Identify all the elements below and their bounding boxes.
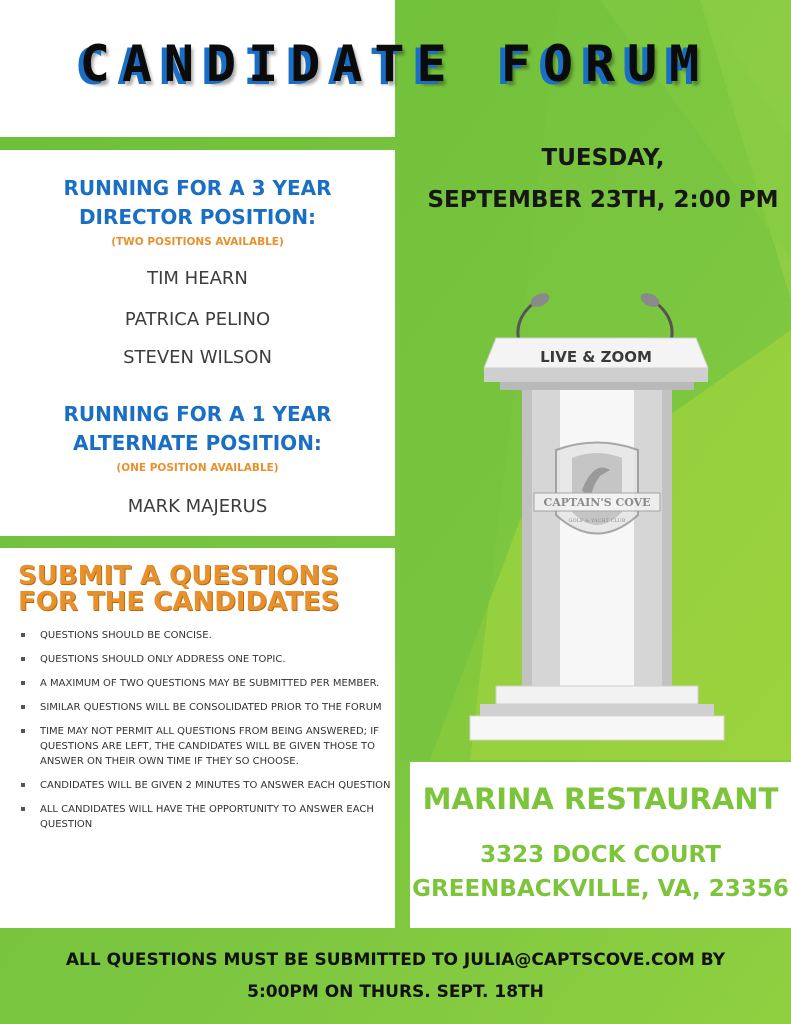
list-item — [20, 724, 392, 769]
rule-text: ALL CANDIDATES WILL HAVE THE OPPORTUNITY TO ANSWER EACH QUESTION — [40, 804, 374, 830]
bullet-icon — [21, 681, 25, 685]
list-item — [20, 700, 392, 715]
logo-tagline: GOLF & YACHT CLUB — [568, 518, 626, 524]
candidate-name: STEVEN WILSON — [123, 347, 272, 368]
venue-street: 3323 DOCK COURT — [480, 842, 721, 868]
footer-line2: 5:00PM ON THURS. SEPT. 18TH — [247, 982, 544, 1002]
rule-text: TIME MAY NOT PERMIT ALL QUESTIONS FROM BEING ANSWERED; IF QUESTIONS ARE LEFT, THE CANDIDATES WILL BE GIVEN THOSE TO ANSWER ON THEIR OWN TIME IF THEY SO CHOOSE. — [40, 726, 379, 767]
list-item — [20, 778, 392, 793]
venue-city: GREENBACKVILLE, VA, 23356 — [412, 876, 789, 902]
rule-text: CANDIDATES WILL BE GIVEN 2 MINUTES TO ANSWER EACH QUESTION — [40, 780, 391, 791]
event-date-time: SEPTEMBER 23TH, 2:00 PM — [427, 187, 779, 213]
bullet-icon — [21, 705, 25, 709]
question-rules-list — [20, 628, 392, 841]
director-heading-line2: DIRECTOR POSITION: — [78, 205, 317, 229]
alternate-heading-line2: ALTERNATE POSITION: — [73, 431, 322, 455]
submit-heading-line2: FOR THE CANDIDATES — [18, 587, 340, 617]
bullet-icon — [21, 633, 25, 637]
venue-name: MARINA RESTAURANT — [422, 782, 779, 816]
event-day: TUESDAY, — [541, 145, 665, 171]
list-item — [20, 676, 392, 691]
bullet-icon — [21, 783, 25, 787]
bullet-icon — [21, 729, 25, 733]
submit-heading-line1: SUBMIT A QUESTIONS — [18, 561, 339, 591]
podium-illustration — [460, 290, 740, 750]
page-title: CANDIDATE FORUM — [79, 35, 712, 93]
bullet-icon — [21, 657, 25, 661]
footer-line1: ALL QUESTIONS MUST BE SUBMITTED TO JULIA@CAPTSCOVE.COM BY — [65, 950, 726, 970]
candidate-name: PATRICA PELINO — [124, 309, 271, 330]
list-item — [20, 802, 392, 832]
bullet-icon — [21, 807, 25, 811]
candidate-name: TIM HEARN — [147, 268, 248, 289]
candidate-name: MARK MAJERUS — [127, 496, 268, 517]
alternate-note: (ONE POSITION AVAILABLE) — [116, 462, 279, 474]
podium-label: LIVE & ZOOM — [540, 348, 652, 366]
rule-text: QUESTIONS SHOULD ONLY ADDRESS ONE TOPIC. — [40, 654, 286, 665]
rule-text: A MAXIMUM OF TWO QUESTIONS MAY BE SUBMITTED PER MEMBER. — [40, 678, 380, 689]
list-item — [20, 628, 392, 643]
alternate-heading-line1: RUNNING FOR A 1 YEAR — [63, 402, 332, 426]
rule-text: QUESTIONS SHOULD BE CONCISE. — [40, 630, 212, 641]
rule-text: SIMILAR QUESTIONS WILL BE CONSOLIDATED PRIOR TO THE FORUM — [40, 702, 382, 713]
list-item — [20, 652, 392, 667]
logo-name: CAPTAIN'S COVE — [543, 496, 651, 509]
director-heading-line1: RUNNING FOR A 3 YEAR — [63, 176, 332, 200]
director-note: (TWO POSITIONS AVAILABLE) — [111, 236, 284, 248]
